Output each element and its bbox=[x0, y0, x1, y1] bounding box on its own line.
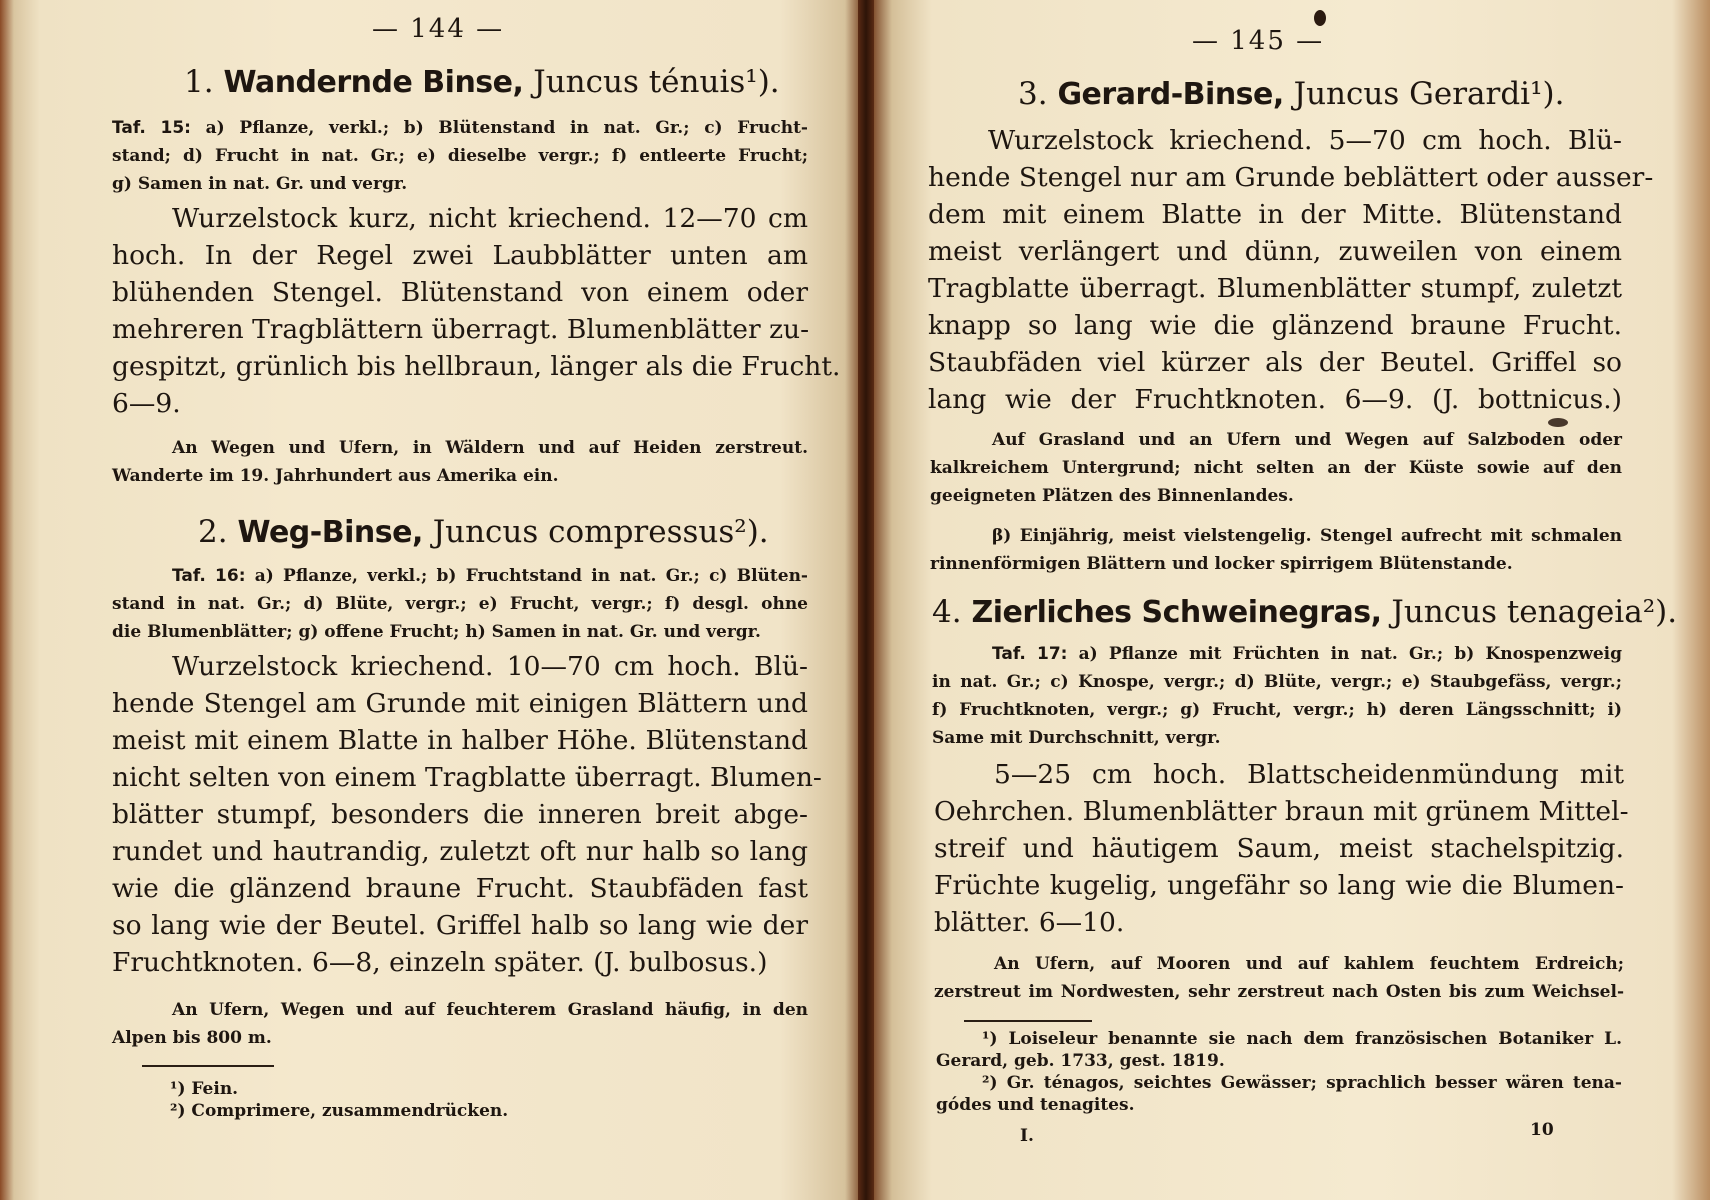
common-name: Zierliches Schweinegras, bbox=[971, 595, 1382, 630]
plate-caption-4: Taf. 17: a) Pflanze mit Früchten in nat. Gr.; b) Knospenzweig in nat. Gr.; c) Knospe, vergr.; d) Blüte, vergr.; e) Staubgefäss, vergr.; f) Fruchtknoten, vergr.; g) Frucht, vergr.; h) deren Längsschnitt; i) Same mit Durchschnitt, vergr. bbox=[932, 644, 1622, 748]
footnote-rule bbox=[142, 1065, 274, 1067]
description-2: Wurzelstock kriechend. 10—70 cm hoch. Blü- hende Stengel am Grunde mit einigen Blättern und meist mit einem Blatte in halber Höhe. Blütenstand nicht selten von einem Tragblatte überragt. Blumen- blätter stumpf, besonders die inneren breit abge- rundet und hautrandig, zuletzt oft nur halb so lang wie die glänzend braune Frucht. Staubfäden fast so lang wie der Beutel. Griffel halb so lang wie der Fruchtknoten. 6—8, einzeln später. (J. bulbosus.) bbox=[112, 651, 822, 978]
footnotes bbox=[170, 1078, 770, 1122]
footnote-1: ¹) Fein. bbox=[170, 1079, 239, 1099]
habitat-1: An Wegen und Ufern, in Wäldern und auf Heiden zerstreut. Wanderte im 19. Jahrhundert aus Amerika ein. bbox=[112, 438, 808, 486]
ink-spot bbox=[1314, 10, 1326, 26]
sheet-number: 10 bbox=[1530, 1120, 1554, 1140]
habitat-3: Auf Grasland und an Ufern und Wegen auf Salzboden oder kalkreichem Untergrund; nicht selten an der Küste sowie auf den geeigneten Plätzen des Binnenlandes. bbox=[930, 430, 1622, 506]
plate-label: Taf. 15: bbox=[112, 118, 191, 138]
footnote-1: ¹) Loiseleur benannte sie nach dem französischen Botaniker L. bbox=[982, 1029, 1622, 1049]
page-number: — 145 — bbox=[1192, 26, 1325, 56]
footnote-2: ²) Gr. ténagos, seichtes Gewässer; sprachlich besser wären tena- bbox=[982, 1073, 1622, 1093]
habitat-4: An Ufern, auf Mooren und auf kahlem feuchtem Erdreich; zerstreut im Nordwesten, sehr zerstreut nach Osten bis zum Weichsel- bbox=[934, 954, 1624, 1002]
latin-name: Juncus Gerardi¹). bbox=[1293, 76, 1565, 112]
footnote-2: ²) Comprimere, zusammendrücken. bbox=[170, 1101, 509, 1121]
section-number: 1. bbox=[184, 64, 214, 100]
description-1: Wurzelstock kurz, nicht kriechend. 12—70 cm hoch. In der Regel zwei Laubblätter unten am blühenden Stengel. Blütenstand von einem oder mehreren Tragblättern überragt. Blumenblätter zu- gespitzt, grünlich bis hellbraun, länger als die Frucht. 6—9. bbox=[112, 203, 841, 419]
ink-spot bbox=[1548, 418, 1568, 427]
footnote-rule bbox=[964, 1020, 1092, 1022]
plate-caption-1: Taf. 15: a) Pflanze, verkl.; b) Blütenstand in nat. Gr.; c) Frucht- stand; d) Frucht in nat. Gr.; e) dieselbe vergr.; f) entleerte Frucht; g) Samen in nat. Gr. und vergr. bbox=[112, 118, 808, 194]
common-name: Weg-Binse, bbox=[237, 515, 423, 550]
plate-label: Taf. 17: bbox=[992, 644, 1068, 664]
common-name: Wandernde Binse, bbox=[223, 65, 524, 100]
latin-name: Juncus tenageia²). bbox=[1391, 594, 1678, 630]
habitat-2: An Ufern, Wegen und auf feuchterem Grasland häufig, in den Alpen bis 800 m. bbox=[112, 1000, 808, 1048]
description-4: 5—25 cm hoch. Blattscheidenmündung mit Oehrchen. Blumenblätter braun mit grünem Mittel- streif und häutigem Saum, meist stachelspitzig. Früchte kugelig, ungefähr so lang wie die Blumen- blätter. 6—10. bbox=[934, 759, 1629, 938]
section-number: 4. bbox=[932, 594, 962, 630]
description-3: Wurzelstock kriechend. 5—70 cm hoch. Blü- hende Stengel nur am Grunde beblättert oder ausser- dem mit einem Blatte in der Mitte. Blütenstand meist verlängert und dünn, zuweilen von einem Tragblatte überragt. Blumenblätter stumpf, zuletzt knapp so lang wie die glänzend braune Frucht. Staubfäden viel kürzer als der Beutel. Griffel so lang wie der Fruchtknoten. 6—9. (J. bottnicus.) bbox=[928, 125, 1654, 415]
variety-note-3: β) Einjährig, meist vielstengelig. Stengel aufrecht mit schmalen rinnenförmigen Blättern und locker spirrigem Blütenstande. bbox=[930, 526, 1622, 574]
latin-name: Juncus compressus²). bbox=[432, 514, 769, 550]
common-name: Gerard-Binse, bbox=[1057, 77, 1284, 112]
book-gutter bbox=[858, 0, 874, 1200]
latin-name: Juncus ténuis¹). bbox=[533, 64, 780, 100]
section-heading-3 bbox=[1018, 76, 1564, 112]
page-number: — 144 — bbox=[372, 14, 505, 44]
footnotes: ¹) Loiseleur benannte sie nach dem französischen Botaniker L. Gerard, geb. 1733, gest. 1819. ²) Gr. ténagos, seichtes Gewässer; sprachlich besser wären tena- gódes und tenagites. bbox=[936, 1029, 1622, 1115]
section-heading-1 bbox=[184, 64, 780, 100]
section-heading-2 bbox=[198, 514, 769, 550]
section-number: 3. bbox=[1018, 76, 1048, 112]
section-number: 2. bbox=[198, 514, 228, 550]
right-page bbox=[872, 0, 1710, 1200]
section-heading-4 bbox=[932, 594, 1677, 630]
signature-mark: I. bbox=[1020, 1126, 1034, 1146]
plate-caption-2: Taf. 16: a) Pflanze, verkl.; b) Fruchtstand in nat. Gr.; c) Blüten- stand in nat. Gr.; d) Blüte, vergr.; e) Frucht, vergr.; f) desgl. ohne die Blumenblätter; g) offene Frucht; h) Samen in nat. Gr. und vergr. bbox=[112, 566, 808, 642]
plate-label: Taf. 16: bbox=[172, 566, 246, 586]
